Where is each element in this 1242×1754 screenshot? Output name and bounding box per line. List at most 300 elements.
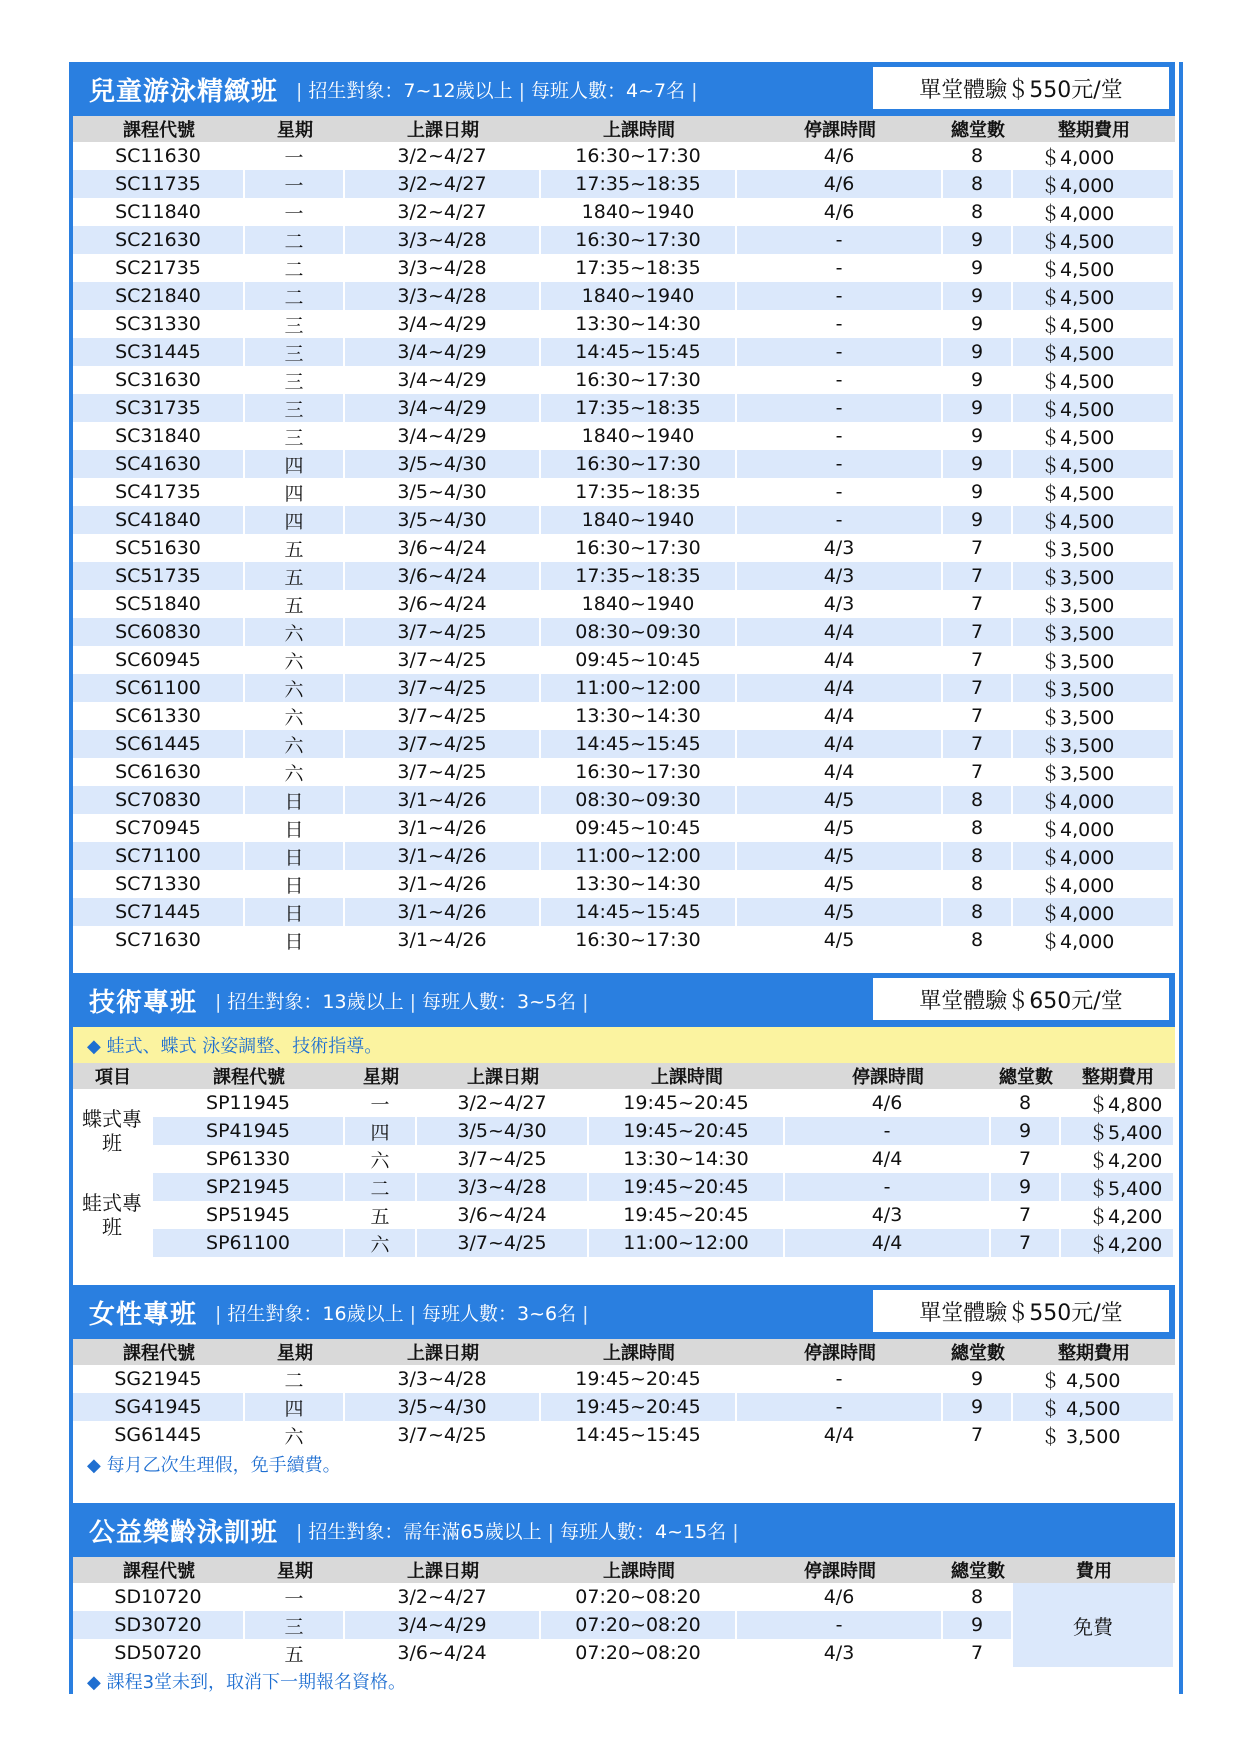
table-cell: SG21945 <box>73 1365 245 1393</box>
table-cell: SP41945 <box>153 1117 345 1145</box>
table-cell: 8 <box>943 898 1013 926</box>
table-cell: 4/6 <box>737 198 943 226</box>
table-cell: ＄3,500 <box>1013 562 1175 590</box>
table-cell: 三 <box>245 366 345 394</box>
table-cell: ＄5,400 <box>1061 1117 1175 1145</box>
table-row <box>73 506 1175 534</box>
table-cell: SC41735 <box>73 478 245 506</box>
table-cell: 8 <box>943 814 1013 842</box>
table-cell: SC70830 <box>73 786 245 814</box>
table-cell: 4/5 <box>737 926 943 954</box>
table-cell: ＄4,500 <box>1013 254 1175 282</box>
table-cell: 三 <box>245 338 345 366</box>
table-cell: 17:35~18:35 <box>541 562 737 590</box>
column-header: 星期 <box>345 1063 417 1089</box>
tech-table-header <box>73 1063 1175 1089</box>
table-cell: SC71630 <box>73 926 245 954</box>
column-header: 整期費用 <box>1013 1339 1175 1365</box>
table-cell: SC51840 <box>73 590 245 618</box>
table-cell: 五 <box>245 534 345 562</box>
table-cell: 3/5~4/30 <box>345 1393 541 1421</box>
table-row <box>73 1421 1175 1449</box>
women-table-header <box>73 1339 1175 1365</box>
table-cell: 9 <box>991 1117 1061 1145</box>
table-cell: - <box>737 506 943 534</box>
table-cell: 19:45~20:45 <box>589 1201 785 1229</box>
table-cell: ＄4,200 <box>1061 1229 1175 1257</box>
table-cell: SD50720 <box>73 1639 245 1667</box>
table-cell: 14:45~15:45 <box>541 1421 737 1449</box>
table-cell: 六 <box>245 1421 345 1449</box>
table-cell: ＄3,500 <box>1013 674 1175 702</box>
table-cell: 四 <box>245 506 345 534</box>
table-cell: 3/7~4/25 <box>417 1145 589 1173</box>
table-cell: ＄3,500 <box>1013 590 1175 618</box>
table-cell: ＄4,000 <box>1013 142 1175 170</box>
table-row <box>73 898 1175 926</box>
table-cell: ＄ 4,500 <box>1013 1365 1175 1393</box>
table-cell: SC11840 <box>73 198 245 226</box>
table-cell: 4/4 <box>737 618 943 646</box>
table-row <box>73 394 1175 422</box>
senior-info: | 招生對象：需年滿65歲以上 | 每班人數：4~15名 | <box>296 1520 739 1543</box>
table-cell: 17:35~18:35 <box>541 394 737 422</box>
table-row <box>73 1365 1175 1393</box>
table-cell: SP51945 <box>153 1201 345 1229</box>
table-cell: 三 <box>245 394 345 422</box>
table-cell: 8 <box>943 786 1013 814</box>
table-cell: ＄4,000 <box>1013 870 1175 898</box>
table-cell: - <box>737 478 943 506</box>
table-cell: 8 <box>943 1583 1013 1611</box>
table-cell: 3/1~4/26 <box>345 786 541 814</box>
table-cell: 9 <box>943 1611 1013 1639</box>
table-cell: ＄4,500 <box>1013 310 1175 338</box>
table-cell: SC21735 <box>73 254 245 282</box>
table-cell: SP21945 <box>153 1173 345 1201</box>
table-cell: 8 <box>943 870 1013 898</box>
column-header: 星期 <box>245 1557 345 1583</box>
table-cell: - <box>737 338 943 366</box>
table-cell: 日 <box>245 842 345 870</box>
table-cell: 3/1~4/26 <box>345 870 541 898</box>
table-cell: 3/6~4/24 <box>417 1201 589 1229</box>
table-cell: 13:30~14:30 <box>541 702 737 730</box>
table-cell: 07:20~08:20 <box>541 1583 737 1611</box>
table-cell: 3/5~4/30 <box>417 1117 589 1145</box>
table-row <box>73 758 1175 786</box>
table-cell: 4/4 <box>737 730 943 758</box>
table-cell: 二 <box>245 282 345 310</box>
table-row <box>73 1229 1175 1257</box>
table-row <box>73 1393 1175 1421</box>
table-cell: 3/2~4/27 <box>417 1089 589 1117</box>
kids-table-header <box>73 116 1175 142</box>
table-cell: ＄4,000 <box>1013 814 1175 842</box>
table-cell: 四 <box>345 1117 417 1145</box>
women-info: | 招生對象：16歲以上 | 每班人數：3~6名 | <box>215 1302 589 1325</box>
table-cell: SD10720 <box>73 1583 245 1611</box>
table-cell: 16:30~17:30 <box>541 142 737 170</box>
table-cell: 08:30~09:30 <box>541 786 737 814</box>
table-cell: 3/4~4/29 <box>345 422 541 450</box>
women-trial-badge: 單堂體驗＄550元/堂 <box>873 1290 1169 1332</box>
table-row <box>73 450 1175 478</box>
table-cell: 8 <box>943 926 1013 954</box>
table-cell: SC11630 <box>73 142 245 170</box>
table-cell: 六 <box>345 1229 417 1257</box>
table-cell: - <box>737 1393 943 1421</box>
table-cell: ＄4,500 <box>1013 506 1175 534</box>
table-cell: 19:45~20:45 <box>589 1173 785 1201</box>
table-cell: 9 <box>943 394 1013 422</box>
table-cell: 11:00~12:00 <box>541 674 737 702</box>
table-cell: ＄4,500 <box>1013 338 1175 366</box>
table-cell: 09:45~10:45 <box>541 814 737 842</box>
table-cell: 7 <box>943 646 1013 674</box>
column-header: 停課時間 <box>785 1063 991 1089</box>
table-cell: 3/6~4/24 <box>345 590 541 618</box>
table-cell: SC60830 <box>73 618 245 646</box>
table-cell: SC71330 <box>73 870 245 898</box>
table-cell: ＄4,500 <box>1013 422 1175 450</box>
table-cell: 07:20~08:20 <box>541 1639 737 1667</box>
tech-title: 技術專班 <box>89 987 198 1018</box>
tech-table <box>73 1063 1175 1257</box>
table-cell: 4/4 <box>737 702 943 730</box>
table-cell: 日 <box>245 898 345 926</box>
table-cell: 六 <box>245 674 345 702</box>
table-cell: 四 <box>245 478 345 506</box>
table-cell: 3/2~4/27 <box>345 198 541 226</box>
table-cell: 9 <box>943 478 1013 506</box>
table-cell: 17:35~18:35 <box>541 170 737 198</box>
table-cell: 14:45~15:45 <box>541 898 737 926</box>
table-cell: 14:45~15:45 <box>541 730 737 758</box>
table-cell: 9 <box>943 254 1013 282</box>
column-header: 上課時間 <box>541 116 737 142</box>
table-cell: ＄4,200 <box>1061 1145 1175 1173</box>
column-header: 星期 <box>245 116 345 142</box>
table-cell: - <box>785 1173 991 1201</box>
table-cell: 7 <box>991 1145 1061 1173</box>
table-cell: 六 <box>245 758 345 786</box>
table-row <box>73 926 1175 954</box>
table-cell: SP61100 <box>153 1229 345 1257</box>
table-cell: ＄4,000 <box>1013 170 1175 198</box>
table-cell: 日 <box>245 926 345 954</box>
table-cell: 4/5 <box>737 898 943 926</box>
column-header: 上課時間 <box>541 1557 737 1583</box>
table-cell: 3/5~4/30 <box>345 506 541 534</box>
senior-header <box>73 1503 1175 1557</box>
table-row <box>73 478 1175 506</box>
table-cell: 4/5 <box>737 870 943 898</box>
table-cell: 9 <box>943 506 1013 534</box>
table-cell: 4/6 <box>737 142 943 170</box>
table-cell: ＄4,200 <box>1061 1201 1175 1229</box>
table-cell: ＄3,500 <box>1013 758 1175 786</box>
table-cell: 三 <box>245 422 345 450</box>
table-row <box>73 870 1175 898</box>
table-cell: 六 <box>245 730 345 758</box>
table-cell: 9 <box>991 1173 1061 1201</box>
table-cell: 4/6 <box>737 1583 943 1611</box>
table-cell: 9 <box>943 310 1013 338</box>
item-label: 蛙式專班 <box>73 1173 153 1257</box>
table-cell: 17:35~18:35 <box>541 478 737 506</box>
table-cell: SC31445 <box>73 338 245 366</box>
table-cell: SC61445 <box>73 730 245 758</box>
kids-header <box>73 62 1175 116</box>
table-cell: ＄3,500 <box>1013 618 1175 646</box>
table-cell: 一 <box>245 170 345 198</box>
table-cell: ＄4,000 <box>1013 842 1175 870</box>
table-cell: 四 <box>245 450 345 478</box>
table-cell: 8 <box>943 842 1013 870</box>
table-cell: 4/3 <box>737 534 943 562</box>
table-row <box>73 814 1175 842</box>
table-row <box>73 198 1175 226</box>
table-row <box>73 786 1175 814</box>
table-cell: 六 <box>245 618 345 646</box>
table-cell: SC61100 <box>73 674 245 702</box>
table-cell: SC41630 <box>73 450 245 478</box>
table-row <box>73 1639 1175 1667</box>
table-cell: 14:45~15:45 <box>541 338 737 366</box>
table-cell: 1840~1940 <box>541 282 737 310</box>
table-row <box>73 422 1175 450</box>
table-row <box>73 1145 1175 1173</box>
table-cell: 3/4~4/29 <box>345 1611 541 1639</box>
table-cell: SC21840 <box>73 282 245 310</box>
table-cell: 4/4 <box>737 674 943 702</box>
table-cell: 3/2~4/27 <box>345 142 541 170</box>
tech-header <box>73 973 1175 1027</box>
table-cell: 4/4 <box>737 646 943 674</box>
senior-note: ◆ 課程3堂未到，取消下一期報名資格。 <box>87 1672 407 1693</box>
table-cell: 7 <box>943 590 1013 618</box>
table-cell: 4/3 <box>737 1639 943 1667</box>
table-cell: 4/6 <box>737 170 943 198</box>
table-cell: ＄3,500 <box>1013 730 1175 758</box>
item-label: 蝶式專班 <box>73 1089 153 1173</box>
table-cell: 一 <box>245 198 345 226</box>
table-cell: 日 <box>245 870 345 898</box>
table-cell: 13:30~14:30 <box>541 870 737 898</box>
table-cell: 9 <box>943 226 1013 254</box>
table-cell: SC41840 <box>73 506 245 534</box>
table-cell: SC31330 <box>73 310 245 338</box>
table-cell: - <box>737 1611 943 1639</box>
table-cell: 09:45~10:45 <box>541 646 737 674</box>
table-cell: 7 <box>991 1229 1061 1257</box>
table-cell: 9 <box>943 1365 1013 1393</box>
table-cell: 4/5 <box>737 814 943 842</box>
table-cell: 7 <box>943 730 1013 758</box>
table-cell: - <box>737 254 943 282</box>
column-header: 總堂數 <box>943 1557 1013 1583</box>
table-cell: 3/3~4/28 <box>345 254 541 282</box>
senior-table <box>73 1557 1175 1667</box>
table-cell: 一 <box>245 1583 345 1611</box>
table-cell: 7 <box>943 562 1013 590</box>
table-row <box>73 226 1175 254</box>
table-cell: 3/2~4/27 <box>345 1583 541 1611</box>
table-cell: 7 <box>943 702 1013 730</box>
table-cell: 3/7~4/25 <box>417 1229 589 1257</box>
table-row <box>73 562 1175 590</box>
table-cell: ＄3,500 <box>1013 646 1175 674</box>
table-cell: SG41945 <box>73 1393 245 1421</box>
table-cell: 1840~1940 <box>541 506 737 534</box>
table-cell: 9 <box>943 1393 1013 1421</box>
table-cell: 7 <box>943 534 1013 562</box>
table-cell: ＄4,500 <box>1013 366 1175 394</box>
table-cell: ＄4,500 <box>1013 226 1175 254</box>
table-cell: 3/6~4/24 <box>345 534 541 562</box>
table-cell: 19:45~20:45 <box>589 1117 785 1145</box>
table-cell: 13:30~14:30 <box>589 1145 785 1173</box>
table-cell: SC71100 <box>73 842 245 870</box>
table-cell: 9 <box>943 338 1013 366</box>
table-cell: 日 <box>245 814 345 842</box>
table-cell: 3/4~4/29 <box>345 366 541 394</box>
table-cell: 19:45~20:45 <box>541 1393 737 1421</box>
table-cell: 六 <box>345 1145 417 1173</box>
table-cell: - <box>737 422 943 450</box>
table-cell: 4/4 <box>737 758 943 786</box>
table-cell: - <box>737 366 943 394</box>
table-cell: 4/4 <box>737 1421 943 1449</box>
column-header: 星期 <box>245 1339 345 1365</box>
table-row <box>73 702 1175 730</box>
table-cell: SC21630 <box>73 226 245 254</box>
table-row <box>73 282 1175 310</box>
table-cell: 一 <box>345 1089 417 1117</box>
women-header <box>73 1285 1175 1339</box>
table-cell: 8 <box>991 1089 1061 1117</box>
table-cell: 3/7~4/25 <box>345 730 541 758</box>
table-cell: ＄4,500 <box>1013 394 1175 422</box>
table-cell: SC61330 <box>73 702 245 730</box>
table-cell: 8 <box>943 170 1013 198</box>
table-cell: 五 <box>245 590 345 618</box>
column-header: 整期費用 <box>1061 1063 1175 1089</box>
table-cell: 16:30~17:30 <box>541 758 737 786</box>
table-cell: SC51735 <box>73 562 245 590</box>
column-header: 費用 <box>1013 1557 1175 1583</box>
women-table <box>73 1339 1175 1449</box>
column-header: 課程代號 <box>73 116 245 142</box>
kids-title: 兒童游泳精緻班 <box>89 76 279 107</box>
kids-info: | 招生對象：7~12歲以上 | 每班人數：4~7名 | <box>296 79 698 102</box>
table-cell: 16:30~17:30 <box>541 366 737 394</box>
table-cell: - <box>737 1365 943 1393</box>
table-cell: ＄4,500 <box>1013 478 1175 506</box>
table-cell: 五 <box>345 1201 417 1229</box>
column-header: 上課日期 <box>345 116 541 142</box>
table-cell: 3/3~4/28 <box>417 1173 589 1201</box>
table-cell: 9 <box>943 366 1013 394</box>
table-cell: 16:30~17:30 <box>541 450 737 478</box>
table-row <box>73 170 1175 198</box>
table-cell: - <box>737 282 943 310</box>
column-header: 總堂數 <box>943 116 1013 142</box>
table-cell: 二 <box>245 254 345 282</box>
table-cell: 4/3 <box>737 590 943 618</box>
table-cell: 3/6~4/24 <box>345 562 541 590</box>
table-cell: 三 <box>245 310 345 338</box>
table-cell: 1840~1940 <box>541 590 737 618</box>
table-cell: 3/7~4/25 <box>345 618 541 646</box>
table-cell: 一 <box>245 142 345 170</box>
table-cell: SC70945 <box>73 814 245 842</box>
table-cell: 4/4 <box>785 1145 991 1173</box>
table-cell: - <box>785 1117 991 1145</box>
column-header: 上課時間 <box>589 1063 785 1089</box>
column-header: 課程代號 <box>73 1339 245 1365</box>
table-cell: - <box>737 394 943 422</box>
table-cell: 3/3~4/28 <box>345 282 541 310</box>
table-cell: 3/2~4/27 <box>345 170 541 198</box>
column-header: 上課日期 <box>345 1557 541 1583</box>
table-cell: 三 <box>245 1611 345 1639</box>
table-cell: 3/4~4/29 <box>345 310 541 338</box>
table-cell: 3/1~4/26 <box>345 926 541 954</box>
table-cell: 3/3~4/28 <box>345 1365 541 1393</box>
table-cell: 7 <box>943 674 1013 702</box>
kids-table <box>73 116 1175 954</box>
fee-free-cell: 免費 <box>1013 1583 1175 1667</box>
table-cell: 8 <box>943 142 1013 170</box>
table-cell: 19:45~20:45 <box>541 1365 737 1393</box>
table-cell: 19:45~20:45 <box>589 1089 785 1117</box>
table-cell: SD30720 <box>73 1611 245 1639</box>
table-cell: 4/6 <box>785 1089 991 1117</box>
tech-section <box>73 973 1175 1257</box>
table-cell: ＄5,400 <box>1061 1173 1175 1201</box>
table-row <box>73 1117 1175 1145</box>
table-row <box>73 618 1175 646</box>
table-cell: 3/7~4/25 <box>345 646 541 674</box>
table-cell: 4/5 <box>737 786 943 814</box>
table-cell: 二 <box>245 1365 345 1393</box>
table-cell: 3/1~4/26 <box>345 814 541 842</box>
table-cell: ＄3,500 <box>1013 702 1175 730</box>
table-cell: 9 <box>943 422 1013 450</box>
women-section <box>73 1285 1175 1483</box>
table-cell: 7 <box>943 618 1013 646</box>
table-row <box>73 1583 1175 1611</box>
table-row <box>73 338 1175 366</box>
table-cell: 7 <box>943 1639 1013 1667</box>
table-cell: 11:00~12:00 <box>541 842 737 870</box>
table-row <box>73 674 1175 702</box>
table-cell: ＄4,500 <box>1013 450 1175 478</box>
kids-section <box>73 62 1175 954</box>
table-cell: SC61630 <box>73 758 245 786</box>
table-cell: SG61445 <box>73 1421 245 1449</box>
table-cell: 3/5~4/30 <box>345 450 541 478</box>
tech-info: | 招生對象：13歲以上 | 每班人數：3~5名 | <box>215 990 589 1013</box>
table-cell: - <box>737 310 943 338</box>
column-header: 停課時間 <box>737 116 943 142</box>
table-cell: 4/3 <box>737 562 943 590</box>
table-row <box>73 590 1175 618</box>
table-cell: 7 <box>991 1201 1061 1229</box>
column-header: 停課時間 <box>737 1557 943 1583</box>
